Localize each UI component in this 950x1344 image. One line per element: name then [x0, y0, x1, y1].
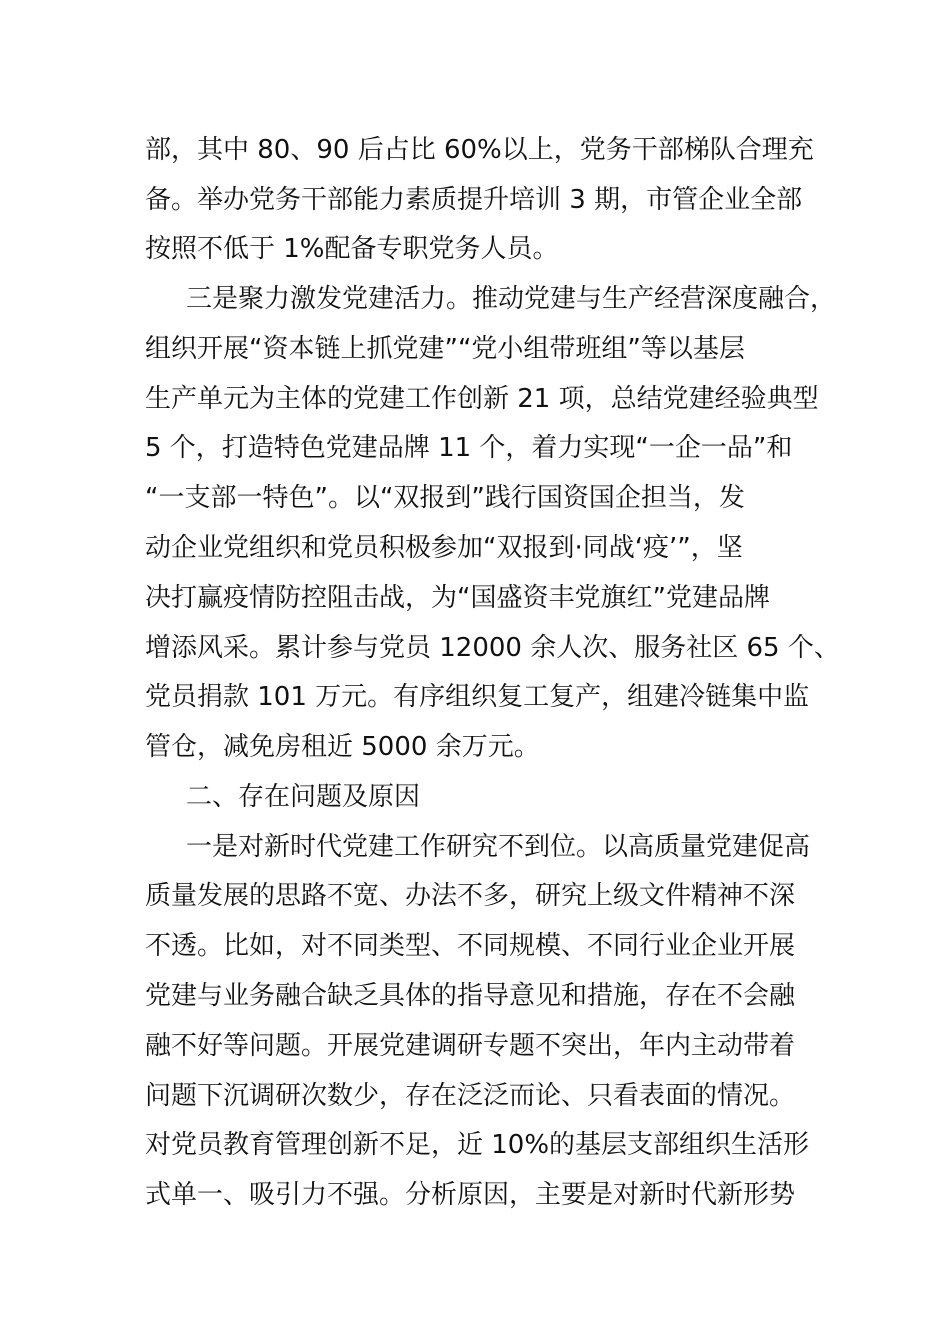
text-line-20: 问题下沉调研次数少，存在泛泛而论、只看表面的情况。: [145, 1081, 796, 1111]
text-line-13: 管仓，减免房租近 5000 余万元。: [145, 732, 540, 762]
text-line-8: “一支部一特色”。以“双报到”践行国资国企担当，发: [145, 483, 745, 513]
text-line-7: 5 个，打造特色党建品牌 11 个，着力实现“一企一品”和: [145, 433, 793, 463]
text-line-6: 生产单元为主体的党建工作创新 21 项，总结党建经验典型: [145, 384, 819, 414]
text-line-21: 对党员教育管理创新不足，近 10%的基层支部组织生活形: [145, 1130, 810, 1160]
text-line-2: 备。举办党务干部能力素质提升培训 3 期，市管企业全部: [145, 185, 803, 215]
text-line-9: 动企业党组织和党员积极参加“双报到·同战‘疫’”，坚: [145, 533, 743, 563]
paragraph-4-first-line: 一是对新时代党建工作研究不到位。以高质量党建促高: [186, 832, 811, 862]
text-line-22: 式单一、吸引力不强。分析原因，主要是对新时代新形势: [145, 1180, 796, 1210]
text-line-12: 党员捐款 101 万元。有序组织复工复产，组建冷链集中监: [145, 682, 810, 712]
text-line-19: 融不好等问题。开展党建调研专题不突出，年内主动带着: [145, 1031, 796, 1061]
text-line-17: 不透。比如，对不同类型、不同规模、不同行业企业开展: [145, 931, 796, 961]
text-line-1: 部，其中 80、90 后占比 60%以上，党务干部梯队合理充: [145, 135, 814, 165]
text-line-16: 质量发展的思路不宽、办法不多，研究上级文件精神不深: [145, 881, 796, 911]
text-line-18: 党建与业务融合缺乏具体的指导意见和措施，存在不会融: [145, 981, 796, 1011]
text-line-11: 增添风采。累计参与党员 12000 余人次、服务社区 65 个、: [145, 633, 840, 663]
text-line-3: 按照不低于 1%配备专职党务人员。: [145, 234, 559, 264]
paragraph-3-first-line: 三是聚力激发党建活力。推动党建与生产经营深度融合，: [186, 284, 837, 314]
text-line-5: 组织开展“资本链上抓党建”“党小组带班组”等以基层: [145, 334, 745, 364]
text-line-10: 决打赢疫情防控阻击战，为“国盛资丰党旗红”党建品牌: [145, 583, 770, 613]
section-heading: 二、存在问题及原因: [186, 782, 421, 812]
